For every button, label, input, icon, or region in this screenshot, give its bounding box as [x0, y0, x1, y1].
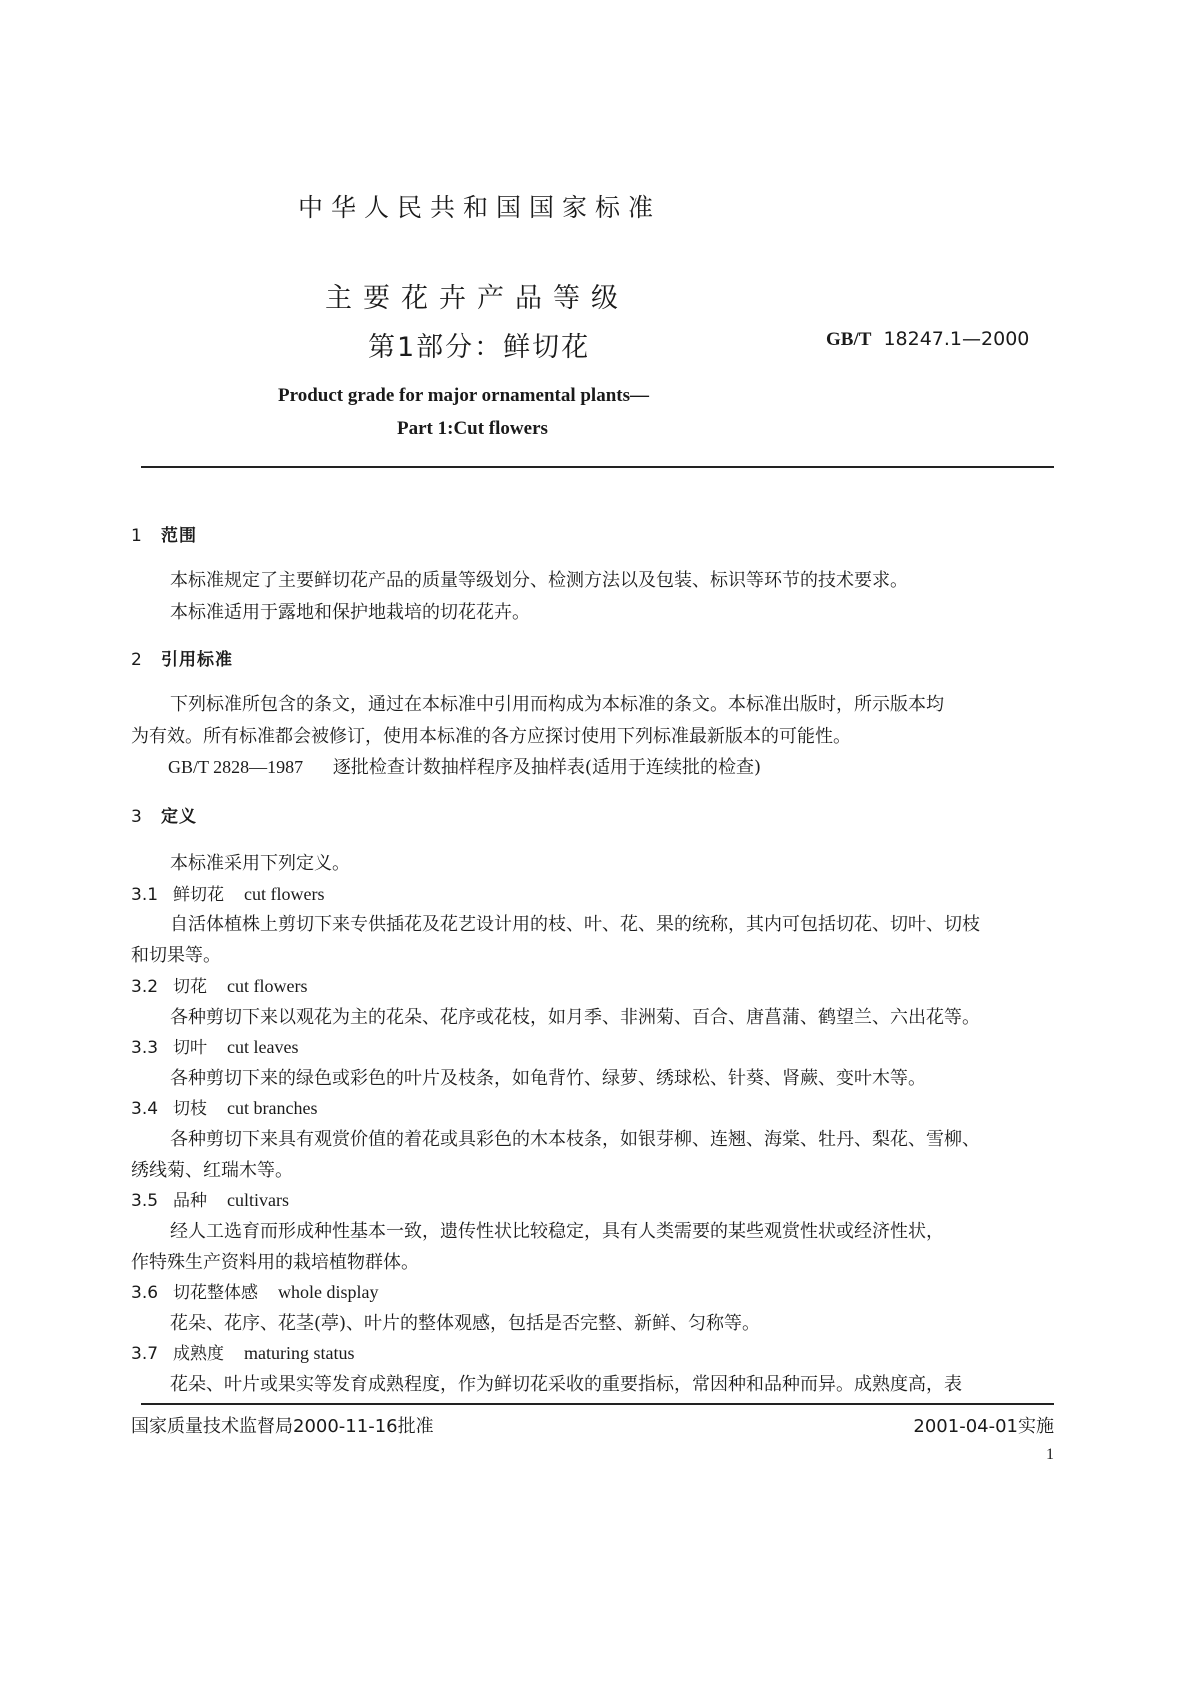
- section-2-heading: 2 引用标准: [131, 650, 233, 670]
- definition-3-3-text: 各种剪切下来的绿色或彩色的叶片及枝条，如龟背竹、绿萝、绣球松、针葵、肾蕨、变叶木等。: [170, 1068, 926, 1089]
- definition-3-1-heading: 3.1 鲜切花 cut flowers: [131, 884, 325, 905]
- section-1-paragraph-1: 本标准规定了主要鲜切花产品的质量等级划分、检测方法以及包装、标识等环节的技术要求。: [170, 570, 908, 591]
- section-2-paragraph-line1: 下列标准所包含的条文，通过在本标准中引用而构成为本标准的条文。本标准出版时，所示版本均: [170, 694, 944, 715]
- definition-3-2-text: 各种剪切下来以观花为主的花朵、花序或花枝，如月季、非洲菊、百合、唐菖蒲、鹤望兰、六出花等。: [170, 1007, 980, 1028]
- definition-3-6-heading: 3.6 切花整体感 whole display: [131, 1282, 379, 1303]
- definition-3-5-text-line2: 作特殊生产资料用的栽培植物群体。: [131, 1252, 419, 1273]
- standard-code: 18247.1—2000: [883, 328, 1030, 350]
- title-chinese: 主要花卉产品等级: [325, 283, 629, 314]
- subtitle-chinese: 第1部分：鲜切花: [368, 332, 591, 363]
- definition-3-1-text-line1: 自活体植株上剪切下来专供插花及花艺设计用的枝、叶、花、果的统称，其内可包括切花、切叶、切枝: [170, 914, 980, 935]
- section-1-paragraph-2: 本标准适用于露地和保护地栽培的切花花卉。: [170, 602, 530, 623]
- footer-divider: [141, 1403, 1054, 1405]
- definition-3-3-heading: 3.3 切叶 cut leaves: [131, 1037, 299, 1058]
- header-divider: [141, 466, 1054, 468]
- definition-3-7-text: 花朵、叶片或果实等发育成熟程度，作为鲜切花采收的重要指标，常因种和品种而异。成熟度高，表: [170, 1374, 962, 1395]
- definition-3-5-text-line1: 经人工选育而形成种性基本一致，遗传性状比较稳定，具有人类需要的某些观赏性状或经济性状，: [170, 1221, 944, 1242]
- page-number: 1: [1046, 1446, 1054, 1463]
- definition-3-2-heading: 3.2 切花 cut flowers: [131, 976, 308, 997]
- normative-reference: [168, 753, 761, 779]
- definition-3-7-heading: 3.7 成熟度 maturing status: [131, 1343, 355, 1364]
- issuing-country-heading: 中华人民共和国国家标准: [298, 193, 662, 222]
- title-english-line2: Part 1:Cut flowers: [397, 418, 548, 439]
- effective-date: 2001-04-01实施: [913, 1416, 1054, 1437]
- definition-3-1-text-line2: 和切果等。: [131, 945, 221, 966]
- title-english-line1: Product grade for major ornamental plants—: [278, 385, 650, 406]
- section-2-paragraph-line2: 为有效。所有标准都会被修订，使用本标准的各方应探讨使用下列标准最新版本的可能性。: [131, 726, 851, 747]
- definition-3-5-heading: 3.5 品种 cultivars: [131, 1190, 289, 1211]
- definition-3-4-text-line2: 绣线菊、红瑞木等。: [131, 1160, 293, 1181]
- standard-number: [826, 328, 1029, 351]
- definition-3-4-text-line1: 各种剪切下来具有观赏价值的着花或具彩色的木本枝条，如银芽柳、连翘、海棠、牡丹、梨花、雪柳、: [170, 1129, 980, 1150]
- section-3-intro: 本标准采用下列定义。: [170, 853, 350, 874]
- definition-3-6-text: 花朵、花序、花茎(葶)、叶片的整体观感，包括是否完整、新鲜、匀称等。: [170, 1313, 761, 1334]
- reference-title: 逐批检查计数抽样程序及抽样表(适用于连续批的检查): [332, 757, 761, 778]
- section-3-heading: 3 定义: [131, 807, 197, 827]
- reference-code: GB/T 2828—1987: [168, 757, 304, 777]
- approval-date: 国家质量技术监督局2000-11-16批准: [131, 1416, 434, 1437]
- definition-3-4-heading: 3.4 切枝 cut branches: [131, 1098, 318, 1119]
- standard-prefix: GB/T: [826, 329, 872, 350]
- section-1-heading: 1 范围: [131, 526, 197, 546]
